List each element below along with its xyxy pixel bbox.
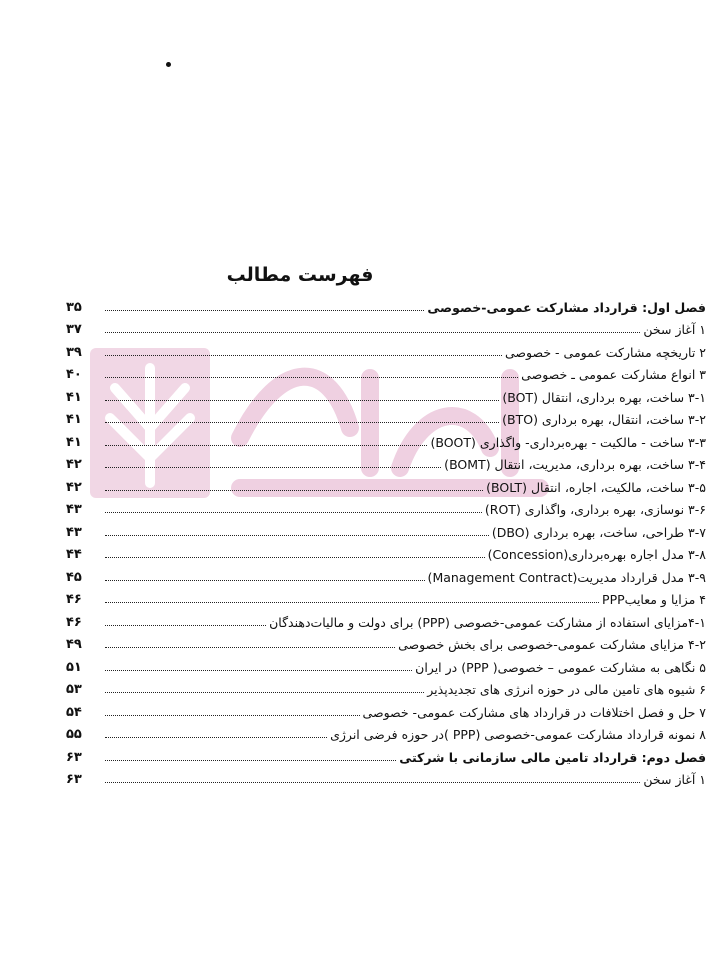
toc-entry-text: ۳-۳ ساخت - مالکیت - بهره‌برداری- واگذاری (BOOT)	[430, 434, 706, 450]
toc-entry-chapter-1[interactable]	[66, 296, 706, 319]
toc-page-number: ۴۲	[66, 479, 82, 495]
toc-entry[interactable]	[66, 454, 706, 477]
toc-entry-text: ۳-۸ مدل اجاره بهره‌برداری(Concession)	[487, 547, 706, 563]
toc-entry[interactable]	[66, 544, 706, 567]
dot-leader	[105, 377, 518, 378]
dot-leader	[105, 535, 489, 536]
toc-entry-text: ۳-۴ ساخت، بهره برداری، مدیریت، انتقال (BOMT)	[444, 457, 706, 473]
toc-entry-text: ۳ انواع مشارکت عمومی ـ خصوصی	[521, 367, 706, 383]
toc-entry[interactable]	[66, 769, 706, 792]
dot-leader	[105, 715, 360, 716]
toc-entry-text: ۵ نگاهی به مشارکت عمومی – خصوصی( PPP) در ایران	[415, 659, 706, 675]
toc-page-number: ۴۶	[66, 614, 82, 630]
toc-entry[interactable]	[66, 431, 706, 454]
toc-page-number: ۴۱	[66, 434, 82, 450]
toc-entry-text: ۳-۷ طراحی، ساخت، بهره برداری (DBO)	[491, 524, 706, 540]
page-mark-dot	[166, 62, 171, 67]
toc-page-number: ۶۳	[66, 772, 82, 788]
dot-leader	[105, 625, 266, 626]
toc-entry[interactable]	[66, 476, 706, 499]
dot-leader	[105, 670, 412, 671]
toc-entry-text: ۱ آغاز سخن	[643, 772, 706, 788]
toc-entry[interactable]	[66, 724, 706, 747]
toc-entry-text: ۳-۵ ساخت، مالکیت، اجاره، انتقال (BOLT)	[486, 479, 706, 495]
toc-page-number: ۳۷	[66, 322, 82, 338]
toc-entry[interactable]	[66, 611, 706, 634]
toc-page-number: ۵۵	[66, 727, 82, 743]
dot-leader	[105, 580, 425, 581]
dot-leader	[105, 332, 640, 333]
toc-entry[interactable]	[66, 386, 706, 409]
toc-page-number: ۴۱	[66, 389, 82, 405]
toc-page-number: ۵۳	[66, 682, 82, 698]
dot-leader	[105, 445, 427, 446]
toc-entry[interactable]	[66, 701, 706, 724]
toc-page-number: ۴۴	[66, 547, 82, 563]
toc-entry[interactable]	[66, 364, 706, 387]
toc-page-number: ۴۱	[66, 412, 82, 428]
dot-leader	[105, 422, 499, 423]
toc-entry-text: ۳-۲ ساخت، انتقال، بهره برداری (BTO)	[502, 412, 706, 428]
toc-entry-text: فصل دوم: قرارداد تامین مالی سازمانی با شرکتی	[399, 749, 706, 765]
toc-page-number: ۴۹	[66, 637, 82, 653]
dot-leader	[105, 647, 395, 648]
dot-leader	[105, 490, 483, 491]
toc-page-number: ۶۳	[66, 749, 82, 765]
toc-entry-text: ۴ مزایا و معایبPPP	[602, 592, 706, 608]
dot-leader	[105, 467, 441, 468]
toc-entry-text: ۴-۱مزایای استفاده از مشارکت عمومی-خصوصی (PPP) برای دولت و مالیات‌دهندگان	[269, 614, 706, 630]
toc-list	[66, 296, 706, 791]
toc-entry-text: ۲ تاریخچه مشارکت عمومی - خصوصی	[505, 344, 706, 360]
toc-page-number: ۳۵	[66, 299, 82, 315]
toc-page-number: ۵۴	[66, 704, 82, 720]
toc-entry-text: ۱ آغاز سخن	[643, 322, 706, 338]
dot-leader	[105, 760, 396, 761]
toc-entry[interactable]	[66, 566, 706, 589]
toc-entry[interactable]	[66, 679, 706, 702]
toc-entry[interactable]	[66, 521, 706, 544]
toc-page-number: ۴۳	[66, 502, 82, 518]
dot-leader	[105, 557, 485, 558]
toc-page-number: ۴۵	[66, 569, 82, 585]
toc-entry[interactable]	[66, 319, 706, 342]
toc-page-number: ۵۱	[66, 659, 82, 675]
dot-leader	[105, 310, 424, 311]
dot-leader	[105, 782, 640, 783]
toc-entry-text: ۸ نمونه قرارداد مشارکت عمومی-خصوصی (PPP )در حوزه فرضی انرژی	[330, 727, 706, 743]
toc-entry[interactable]	[66, 589, 706, 612]
toc-page-number: ۴۲	[66, 457, 82, 473]
toc-entry-text: ۳-۶ نوسازی، بهره برداری، واگذاری (ROT)	[484, 502, 706, 518]
toc-entry-text: ۶ شیوه های تامین مالی در حوزه انرژی های تجدیدپذیر	[427, 682, 706, 698]
dot-leader	[105, 737, 327, 738]
toc-entry-text: ۳-۱ ساخت، بهره برداری، انتقال (BOT)	[502, 389, 706, 405]
toc-entry-text: ۴-۲ مزایای مشارکت عمومی-خصوصی برای بخش خصوصی	[398, 637, 706, 653]
toc-entry-chapter-2[interactable]	[66, 746, 706, 769]
toc-page-number: ۴۶	[66, 592, 82, 608]
toc-entry-text: ۷ حل و فصل اختلافات در قرارداد های مشارکت عمومی- خصوصی	[362, 704, 706, 720]
dot-leader	[105, 512, 482, 513]
toc-page-number: ۴۳	[66, 524, 82, 540]
toc-entry[interactable]	[66, 499, 706, 522]
toc-entry[interactable]	[66, 634, 706, 657]
dot-leader	[105, 355, 502, 356]
dot-leader	[105, 602, 599, 603]
toc-page-number: ۳۹	[66, 344, 82, 360]
dot-leader	[105, 692, 424, 693]
toc-entry[interactable]	[66, 409, 706, 432]
toc-entry-text: فصل اول: قرارداد مشارکت عمومی-خصوصی	[427, 299, 706, 315]
toc-entry[interactable]	[66, 656, 706, 679]
toc-page-number: ۴۰	[66, 367, 82, 383]
toc-title: فهرست مطالب	[226, 264, 374, 286]
dot-leader	[105, 400, 499, 401]
toc-entry[interactable]	[66, 341, 706, 364]
toc-entry-text: ۳-۹ مدل قرارداد مدیریت(Management Contract)	[427, 569, 706, 585]
